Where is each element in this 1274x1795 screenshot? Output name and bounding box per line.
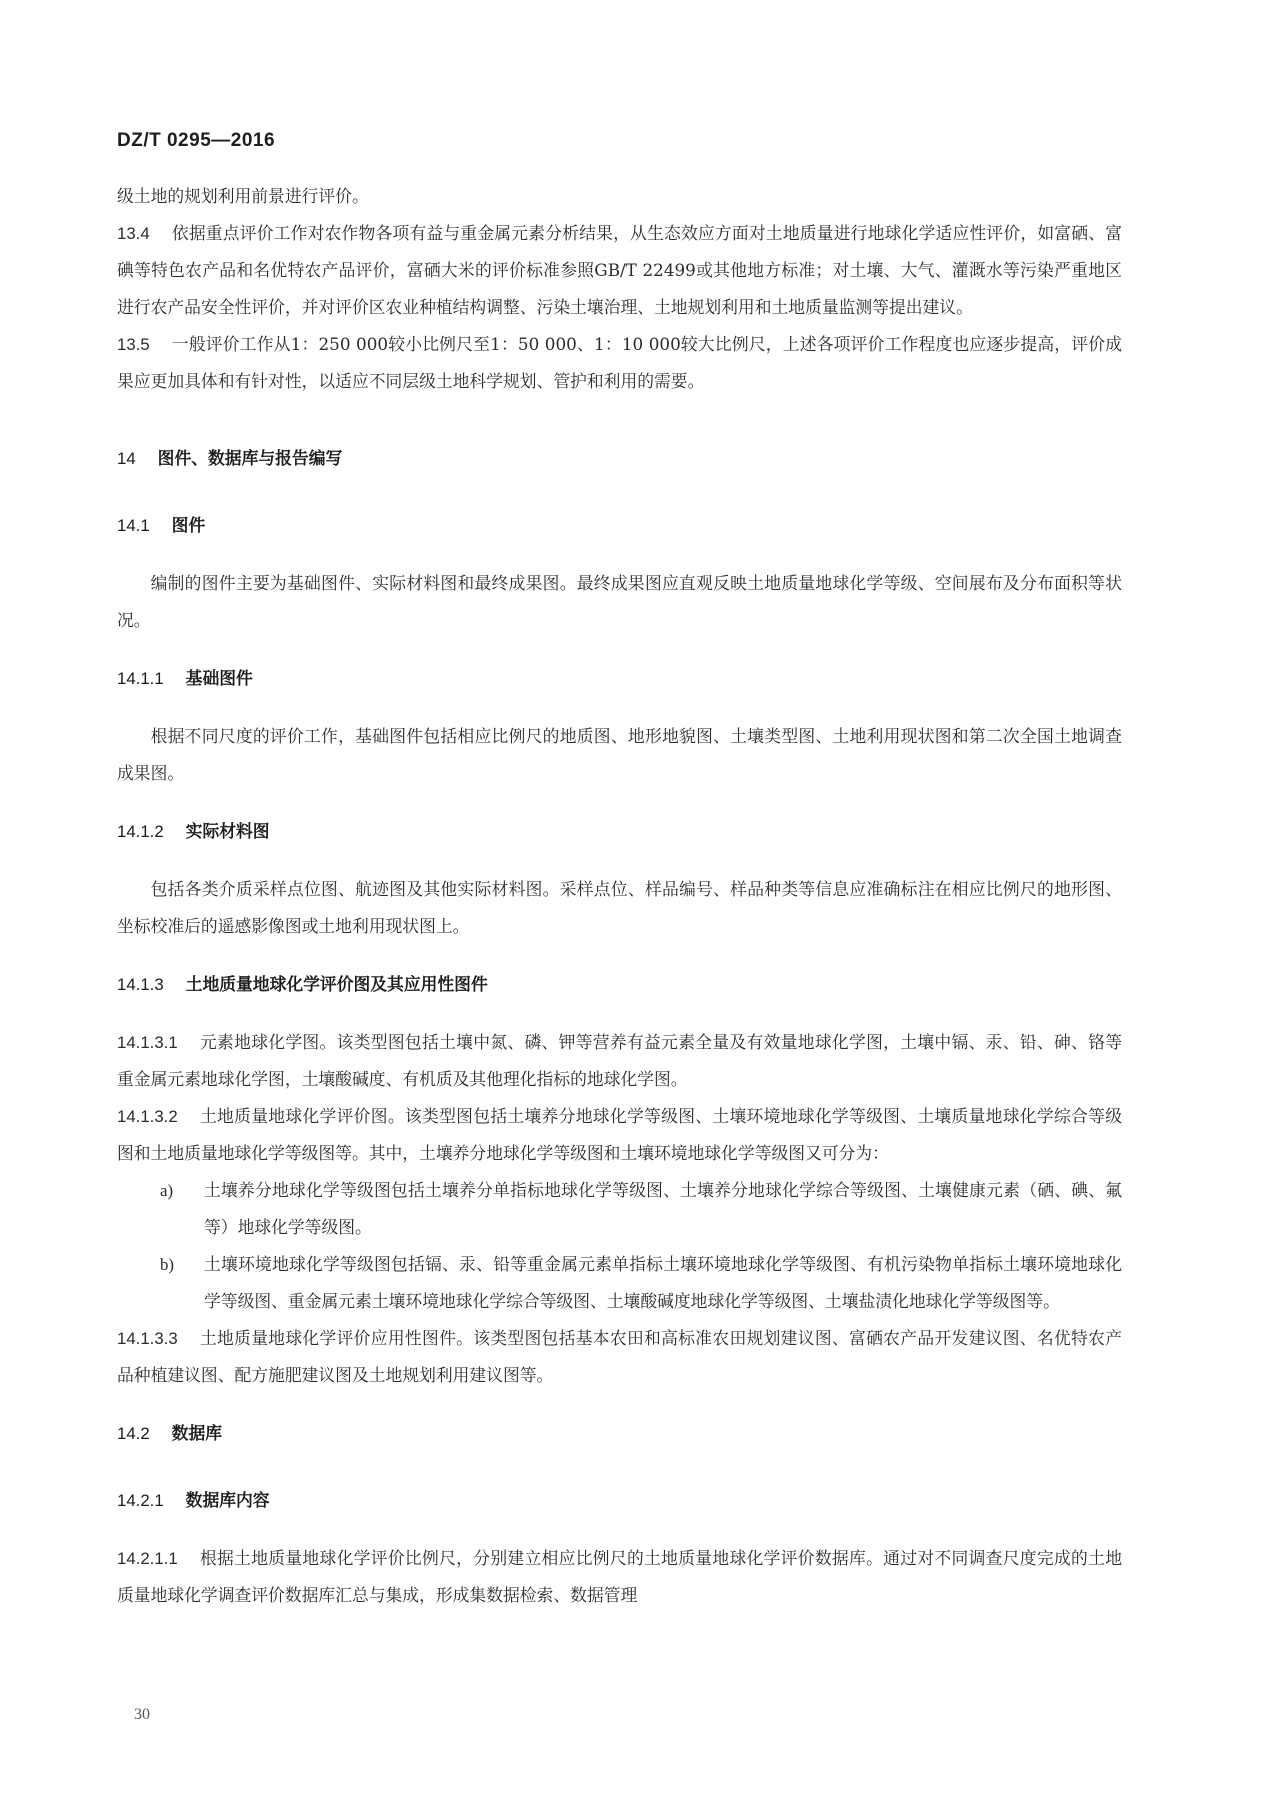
clause-13-5 — [117, 326, 1122, 400]
section-title: 基础图件 — [185, 668, 253, 688]
paragraph-14-1-2: 包括各类介质采样点位图、航迹图及其他实际材料图。采样点位、样品编号、样品种类等信息应准确标注在相应比例尺的地形图、坐标校准后的遥感影像图或土地利用现状图上。 — [117, 879, 1122, 936]
clause-number: 13.4 — [117, 224, 150, 243]
section-heading-14-1-2 — [117, 813, 1122, 850]
clause-14-2-1-1 — [117, 1540, 1122, 1614]
section-title: 土地质量地球化学评价图及其应用性图件 — [185, 974, 488, 994]
standard-code: DZ/T 0295—2016 — [117, 130, 276, 151]
clause-14-1-3-1 — [117, 1024, 1122, 1098]
clause-number: 14.1.3.2 — [117, 1107, 178, 1126]
section-number: 14.1.2 — [117, 822, 164, 841]
clause-14-1-3-2 — [117, 1098, 1122, 1172]
list-marker: a) — [160, 1181, 174, 1200]
continued-paragraph: 级土地的规划利用前景进行评价。 — [117, 186, 369, 206]
clause-number: 14.2.1.1 — [117, 1549, 178, 1568]
paragraph-14-1: 编制的图件主要为基础图件、实际材料图和最终成果图。最终成果图应直观反映土地质量地球化学等级、空间展布及分布面积等状况。 — [117, 573, 1122, 630]
section-number: 14.1 — [117, 516, 150, 535]
section-title: 数据库 — [171, 1423, 223, 1443]
paragraph-14-1-1: 根据不同尺度的评价工作，基础图件包括相应比例尺的地质图、地形地貌图、土壤类型图、土地利用现状图和第二次全国土地调查成果图。 — [117, 726, 1122, 783]
clause-text: 依据重点评价工作对农作物各项有益与重金属元素分析结果，从生态效应方面对土地质量进行地球化学适应性评价，如富硒、富碘等特色农产品和名优特农产品评价，富硒大米的评价标准参照GB/T 22499或其他地方标准；对土壤、大气、灌溉水等污染严重地区进行农产品安全性评价，并对评价区农业种植结构调整、污染土壤治理、土地规划利用和土地质量监测等提出建议。 — [117, 223, 1122, 317]
section-heading-14 — [117, 440, 1122, 477]
page-number: 30 — [134, 1706, 150, 1723]
section-number: 14 — [117, 449, 136, 468]
section-number: 14.1.3 — [117, 975, 164, 994]
section-number: 14.2.1 — [117, 1491, 164, 1510]
section-heading-14-2 — [117, 1415, 1122, 1452]
page-body — [117, 178, 1122, 1614]
clause-14-1-3-3 — [117, 1320, 1122, 1394]
section-title: 实际材料图 — [185, 821, 270, 841]
list-item-b — [117, 1246, 1122, 1320]
section-heading-14-1-3 — [117, 966, 1122, 1003]
section-title: 图件、数据库与报告编写 — [157, 448, 343, 468]
clause-number: 14.1.3.3 — [117, 1329, 178, 1348]
list-item-a — [117, 1172, 1122, 1246]
list-text: 土壤养分地球化学等级图包括土壤养分单指标地球化学等级图、土壤养分地球化学综合等级图、土壤健康元素（硒、碘、氟等）地球化学等级图。 — [204, 1180, 1122, 1237]
section-heading-14-1-1 — [117, 660, 1122, 697]
clause-text: 土地质量地球化学评价图。该类型图包括土壤养分地球化学等级图、土壤环境地球化学等级图、土壤质量地球化学综合等级图和土地质量地球化学等级图等。其中，土壤养分地球化学等级图和土壤环境地球化学等级图又可分为： — [117, 1106, 1122, 1163]
section-heading-14-1 — [117, 507, 1122, 544]
clause-13-4 — [117, 215, 1122, 326]
list-marker: b) — [160, 1255, 174, 1274]
clause-number: 13.5 — [117, 335, 150, 354]
clause-text: 元素地球化学图。该类型图包括土壤中氮、磷、钾等营养有益元素全量及有效量地球化学图，土壤中镉、汞、铅、砷、铬等重金属元素地球化学图，土壤酸碱度、有机质及其他理化指标的地球化学图。 — [117, 1032, 1122, 1089]
section-heading-14-2-1 — [117, 1482, 1122, 1519]
clause-text: 土地质量地球化学评价应用性图件。该类型图包括基本农田和高标准农田规划建议图、富硒农产品开发建议图、名优特农产品种植建议图、配方施肥建议图及土地规划利用建议图等。 — [117, 1328, 1122, 1385]
section-number: 14.2 — [117, 1424, 150, 1443]
clause-number: 14.1.3.1 — [117, 1033, 178, 1052]
list-text: 土壤环境地球化学等级图包括镉、汞、铅等重金属元素单指标土壤环境地球化学等级图、有机污染物单指标土壤环境地球化学等级图、重金属元素土壤环境地球化学综合等级图、土壤酸碱度地球化学等级图、土壤盐渍化地球化学等级图等。 — [204, 1254, 1122, 1311]
section-number: 14.1.1 — [117, 669, 164, 688]
clause-text: 一般评价工作从1：250 000较小比例尺至1：50 000、1：10 000较大比例尺，上述各项评价工作程度也应逐步提高，评价成果应更加具体和有针对性，以适应不同层级土地科学规划、管护和利用的需要。 — [117, 334, 1122, 391]
section-title: 数据库内容 — [185, 1490, 270, 1510]
section-title: 图件 — [171, 515, 206, 535]
clause-text: 根据土地质量地球化学评价比例尺，分别建立相应比例尺的土地质量地球化学评价数据库。通过对不同调查尺度完成的土地质量地球化学调查评价数据库汇总与集成，形成集数据检索、数据管理 — [117, 1548, 1122, 1605]
